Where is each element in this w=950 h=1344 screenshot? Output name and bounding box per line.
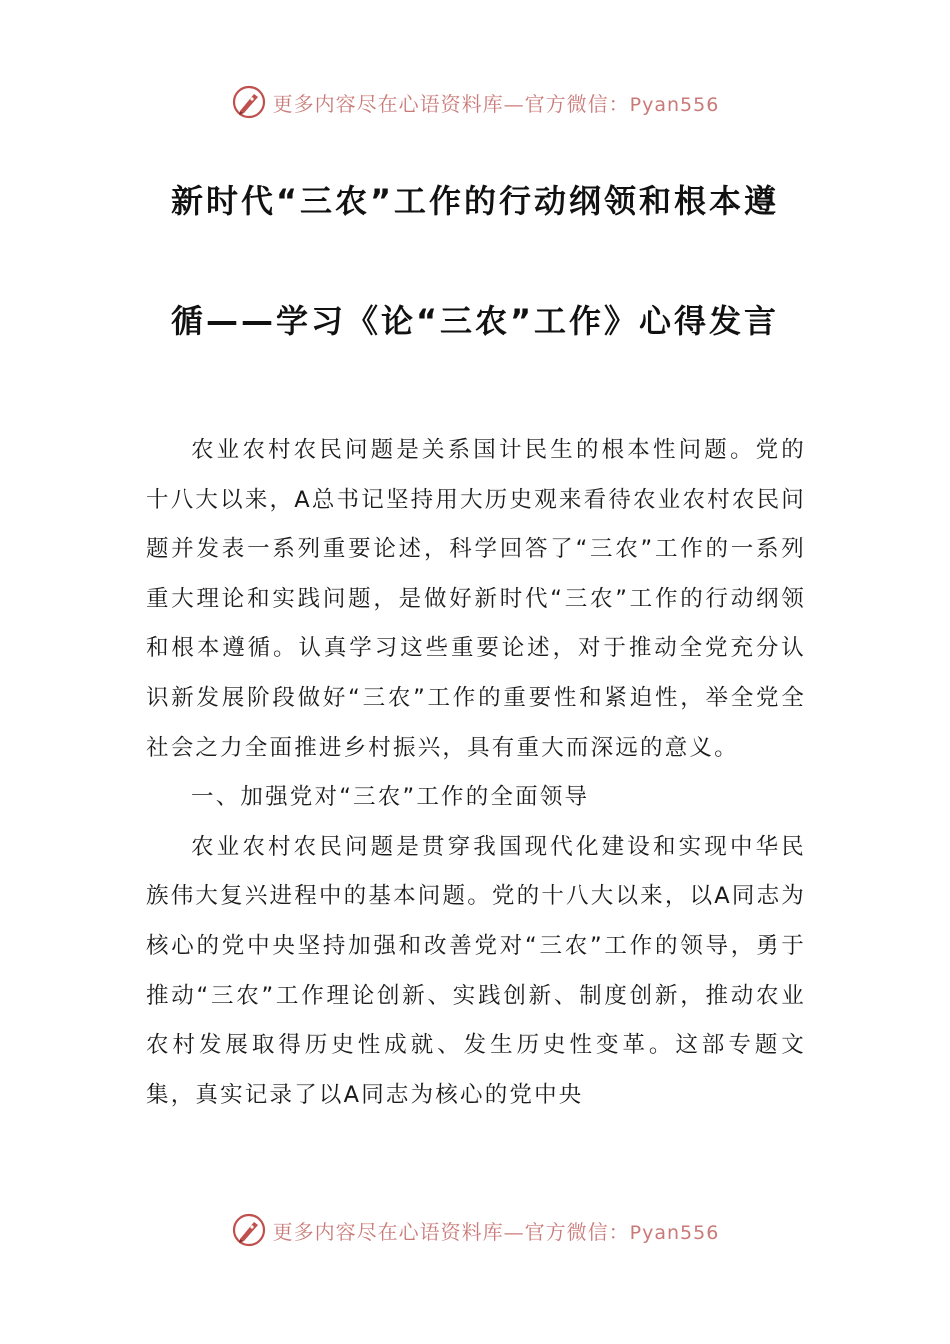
document-title-line-2: 循——学习《论“三农”工作》心得发言 xyxy=(170,302,780,340)
wechat-id: Pyan556 xyxy=(629,1221,720,1244)
pen-nib-circle-icon xyxy=(231,84,267,120)
watermark-text: 更多内容尽在心语资料库—官方微信：Pyan556 xyxy=(272,1219,720,1244)
document-body xyxy=(146,426,806,1120)
watermark-banner-bottom xyxy=(0,1210,950,1250)
section-heading: 一、加强党对“三农”工作的全面领导 xyxy=(191,784,590,811)
watermark-banner-top xyxy=(0,82,950,122)
watermark-text: 更多内容尽在心语资料库—官方微信：Pyan556 xyxy=(272,91,720,116)
pen-nib-circle-icon xyxy=(231,1212,267,1248)
document-title-line-1: 新时代“三农”工作的行动纲领和根本遵 xyxy=(170,182,780,220)
paragraph-intro: 农业农村农民问题是关系国计民生的根本性问题。党的十八大以来，A总书记坚持用大历史观来看待农业农村农民问题并发表一系列重要论述，科学回答了“三农”工作的一系列重大理论和实践问题，是做好新时代“三农”工作的行动纲领和根本遵循。认真学习这些重要论述，对于推动全党充分认识新发展阶段做好“三农”工作的重要性和紧迫性，举全党全社会之力全面推进乡村振兴，具有重大而深远的意义。 xyxy=(146,437,806,761)
wechat-id: Pyan556 xyxy=(629,93,720,116)
paragraph-section-1: 农业农村农民问题是贯穿我国现代化建设和实现中华民族伟大复兴进程中的基本问题。党的十八大以来，以A同志为核心的党中央坚持加强和改善党对“三农”工作的领导，勇于推动“三农”工作理论创新、实践创新、制度创新，推动农业农村发展取得历史性成就、发生历史性变革。这部专题文集，真实记录了以A同志为核心的党中央 xyxy=(146,833,806,1108)
